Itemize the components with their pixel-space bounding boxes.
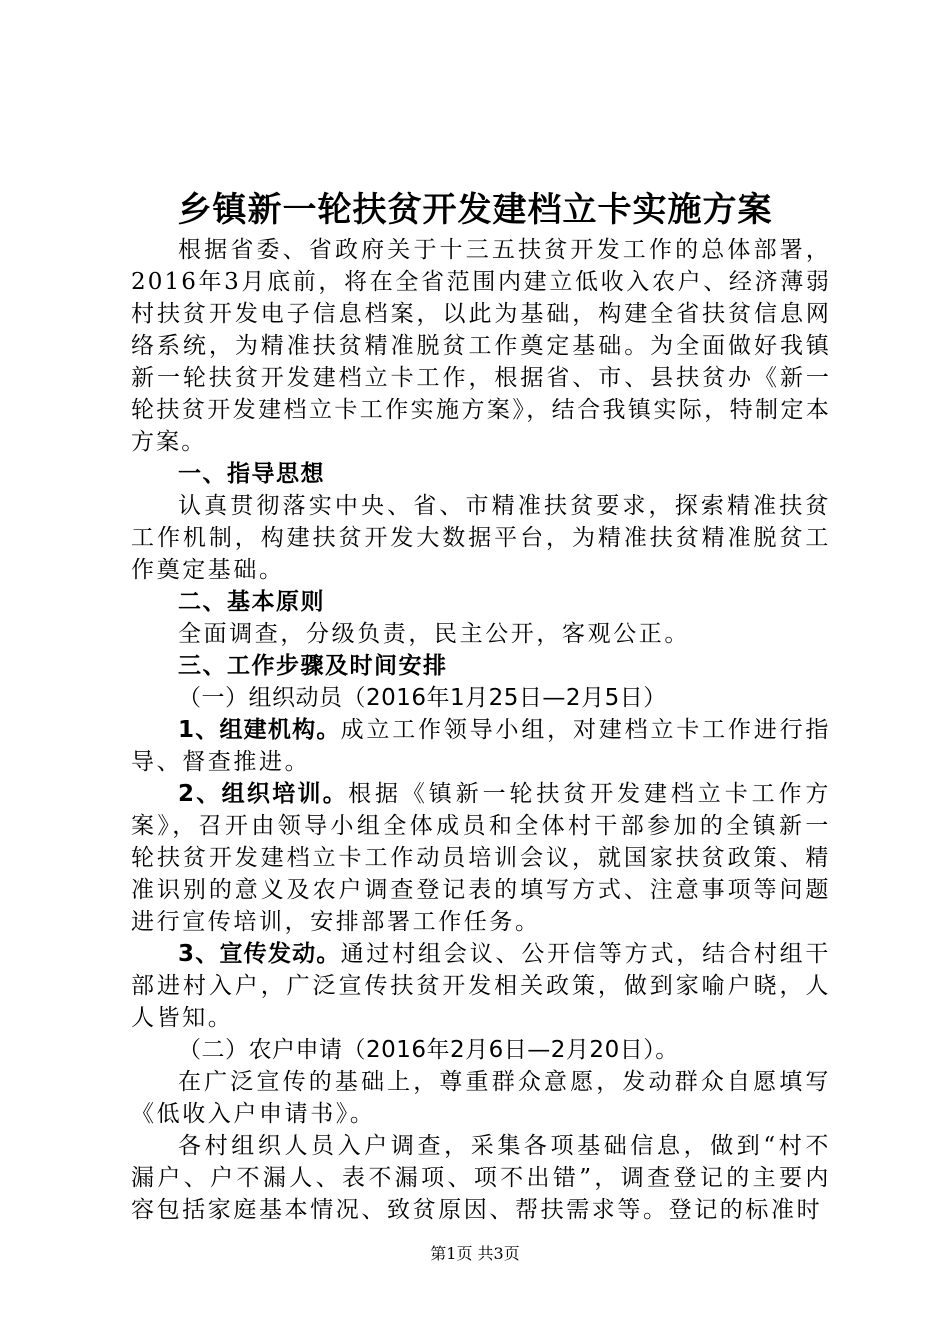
step-item-text: 根据《镇新一轮扶贫开发建档立卡工作方案》，召开由领导小组全体成员和全体村干部参加的全镇新一轮扶贫开发建档立卡工作动员培训会议，就国家扶贫政策、精准识别的意义及农户调查登记表的填写方式、注意事项等问题进行宣传培训，安排部署工作任务。 <box>131 781 831 935</box>
section-heading-guiding-ideology: 一、指导思想 <box>178 461 325 487</box>
step-item-publicity <box>131 938 831 1034</box>
step-item-organize-structure <box>131 714 831 778</box>
application-paragraph-2: 各村组织人员入户调查，采集各项基础信息，做到“村不漏户、户不漏人、表不漏项、项不出错”，调查登记的主要内容包括家庭基本情况、致贫原因、帮扶需求等。登记的标准时 <box>131 1133 831 1223</box>
step-item-lead: 2、组织培训。 <box>178 781 349 807</box>
step-item-text: 成立工作领导小组，对建档立卡工作进行指导、督查推进。 <box>131 717 831 775</box>
section-text-basic-principles: 全面调查，分级负责，民主公开，客观公正。 <box>178 621 690 647</box>
intro-paragraph: 根据省委、省政府关于十三五扶贫开发工作的总体部署，2016年3月底前，将在全省范围内建立低收入农户、经济薄弱村扶贫开发电子信息档案，以此为基础，构建全省扶贫信息网络系统，为精准扶贫精准脱贫工作奠定基础。为全面做好我镇新一轮扶贫开发建档立卡工作，根据省、市、县扶贫办《新一轮扶贫开发建档立卡工作实施方案》，结合我镇实际，特制定本方案。 <box>131 237 831 455</box>
section-heading-work-steps: 三、工作步骤及时间安排 <box>178 653 448 679</box>
step-item-lead: 3、宣传发动。 <box>178 941 341 967</box>
page-number-footer: 第1页 共3页 <box>430 1244 520 1263</box>
step-item-lead: 1、组建机构。 <box>178 717 341 743</box>
phase-heading-mobilization: （一）组织动员（2016年1月25日—2月5日） <box>178 685 667 711</box>
section-text-guiding-ideology: 认真贯彻落实中央、省、市精准扶贫要求，探索精准扶贫工作机制，构建扶贫开发大数据平台，为精准扶贫精准脱贫工作奠定基础。 <box>131 493 831 583</box>
application-paragraph-1: 在广泛宣传的基础上，尊重群众意愿，发动群众自愿填写《低收入户申请书》。 <box>131 1069 831 1127</box>
document-body <box>131 234 831 1226</box>
document-title: 乡镇新一轮扶贫开发建档立卡实施方案 <box>177 190 773 230</box>
phase-heading-application: （二）农户申请（2016年2月6日—2月20日）。 <box>178 1037 679 1063</box>
section-heading-basic-principles: 二、基本原则 <box>178 589 325 615</box>
step-item-text: 通过村组会议、公开信等方式，结合村组干部进村入户，广泛宣传扶贫开发相关政策，做到家喻户晓，人人皆知。 <box>131 941 831 1031</box>
step-item-training <box>131 778 831 938</box>
